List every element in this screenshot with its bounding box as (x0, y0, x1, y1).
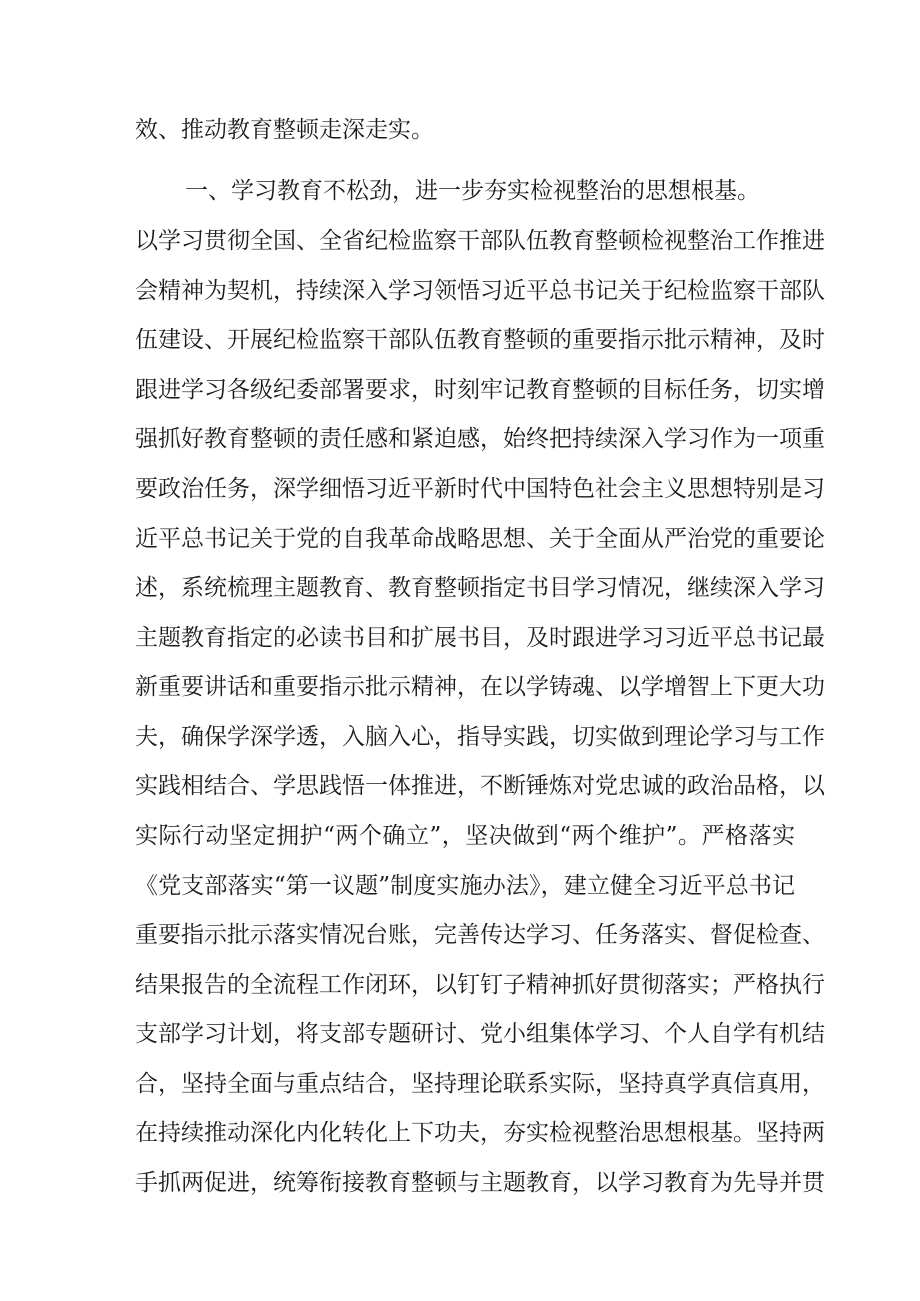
text-line: 以学习贯彻全国、全省纪检监察干部队伍教育整顿检视整治工作推进 (135, 228, 825, 254)
text-line: 要政治任务，深学细悟习近平新时代中国特色社会主义思想特别是习 (135, 476, 825, 502)
text-line: 效、推动教育整顿走深走实。 (135, 117, 434, 143)
text-line: 实际行动坚定拥护“两个确立”，坚决做到“两个维护”。严格落实 (135, 823, 795, 849)
text-line: 合，坚持全面与重点结合，坚持理论联系实际，坚持真学真信真用， (135, 1071, 825, 1097)
text-line: 夫，确保学深学透，入脑入心，指导实践，切实做到理论学习与工作 (135, 724, 825, 750)
text-line: 结果报告的全流程工作闭环，以钉钉子精神抓好贯彻落实；严格执行 (135, 972, 825, 998)
text-line: 跟进学习各级纪委部署要求，时刻牢记教育整顿的目标任务，切实增 (135, 377, 825, 403)
text-line: 新重要讲话和重要指示批示精神，在以学铸魂、以学增智上下更大功 (135, 674, 825, 700)
text-line: 近平总书记关于党的自我革命战略思想、关于全面从严治党的重要论 (135, 526, 825, 552)
text-line: 在持续推动深化内化转化上下功夫，夯实检视整治思想根基。坚持两 (135, 1120, 825, 1146)
text-line: 主题教育指定的必读书目和扩展书目，及时跟进学习习近平总书记最 (135, 625, 825, 651)
text-line: 强抓好教育整顿的责任感和紧迫感，始终把持续深入学习作为一项重 (135, 426, 825, 452)
text-line: 手抓两促进，统筹衔接教育整顿与主题教育，以学习教育为先导并贯 (135, 1170, 825, 1196)
text-line: 重要指示批示落实情况台账，完善传达学习、任务落实、督促检查、 (135, 922, 825, 948)
text-line: 伍建设、开展纪检监察干部队伍教育整顿的重要指示批示精神，及时 (135, 327, 825, 353)
text-line: 《党支部落实“第一议题”制度实施办法》，建立健全习近平总书记 (135, 873, 795, 899)
section-heading: 一、学习教育不松劲，进一步夯实检视整治的思想根基。 (185, 178, 760, 204)
text-line: 实践相结合、学思践悟一体推进，不断锤炼对党忠诚的政治品格，以 (135, 773, 825, 799)
text-line: 述，系统梳理主题教育、教育整顿指定书目学习情况，继续深入学习 (135, 575, 825, 601)
text-line: 会精神为契机，持续深入学习领悟习近平总书记关于纪检监察干部队 (135, 278, 825, 304)
text-line: 支部学习计划，将支部专题研讨、党小组集体学习、个人自学有机结 (135, 1021, 825, 1047)
